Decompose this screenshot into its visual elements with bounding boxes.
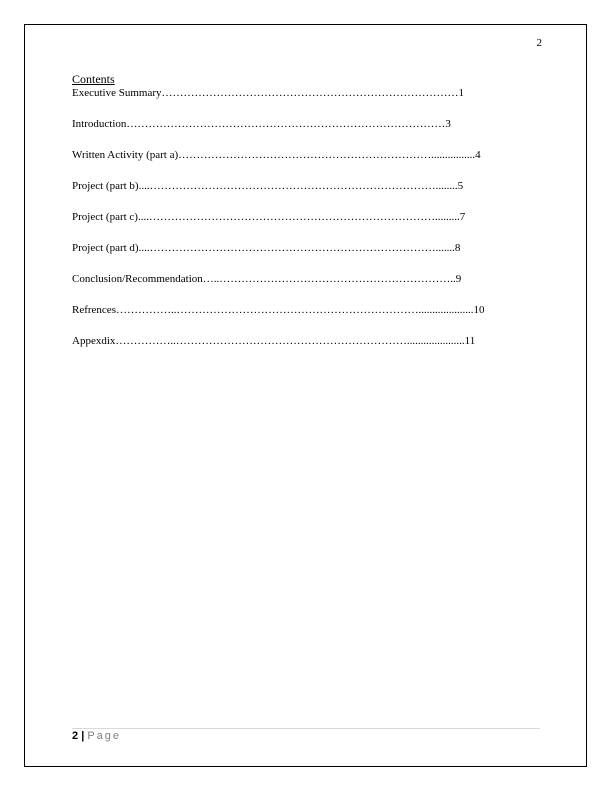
toc-entry-project-part-c[interactable]: Project (part c)....…………………………………………………………………….........7	[72, 211, 466, 223]
toc-entry-project-part-d[interactable]: Project (part d)....…………………………………………………………………….......8	[72, 242, 461, 254]
toc-entry-written-activity[interactable]: Written Activity (part a)……………………………………………………………................4	[72, 149, 481, 161]
toc-heading: Contents	[72, 72, 115, 86]
footer	[72, 729, 121, 743]
footer-divider	[72, 728, 540, 729]
footer-page-label: Page	[87, 730, 122, 742]
toc-entry-appendix[interactable]: Appexdix……………..……………………………………………………….....................11	[72, 335, 476, 347]
toc-entry-references[interactable]: Refrences……………..…………………………………………………………....................10	[72, 304, 485, 316]
table-of-contents	[72, 72, 517, 348]
toc-entry-executive-summary[interactable]: Executive Summary………………………………………………………………………1	[72, 87, 465, 99]
footer-page-number: 2	[72, 730, 79, 742]
header-page-number: 2	[536, 37, 542, 49]
toc-entry-introduction[interactable]: Introduction……………………………………………………………………………3	[72, 118, 451, 130]
toc-entry-conclusion[interactable]: Conclusion/Recommendation…..………………………………………………………..9	[72, 273, 462, 285]
footer-separator: |	[81, 730, 85, 742]
toc-entry-project-part-b[interactable]: Project (part b)....……………………………………………………………………........5	[72, 180, 464, 192]
